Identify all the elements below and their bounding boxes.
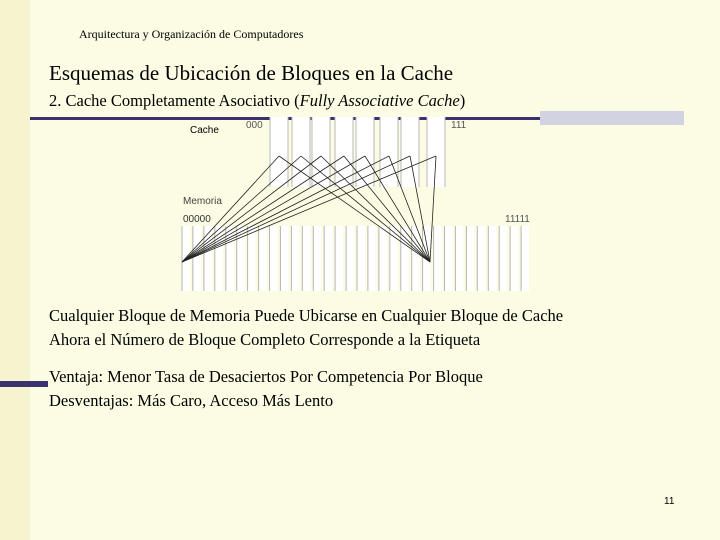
cache-label: Cache <box>190 125 219 136</box>
memory-block <box>204 226 212 291</box>
cache-blocks <box>270 117 445 187</box>
memory-block <box>521 226 529 291</box>
memory-last-index: 11111 <box>505 214 530 225</box>
subtitle-suffix: ) <box>459 91 466 110</box>
cache-block <box>335 117 353 187</box>
memory-block <box>280 226 288 291</box>
memory-block <box>346 226 354 291</box>
memory-first-index: 00000 <box>183 214 211 225</box>
memory-block <box>335 226 343 291</box>
memory-block <box>313 226 321 291</box>
body-line-3: Ventaja: Menor Tasa de Desaciertos Por Competencia Por Bloque <box>49 367 483 386</box>
body-line-4: Desventajas: Más Caro, Acceso Más Lento <box>49 391 334 410</box>
body-line-1: Cualquier Bloque de Memoria Puede Ubicarse en Cualquier Bloque de Cache <box>49 306 564 325</box>
cache-block <box>312 117 330 187</box>
memory-block <box>434 226 442 291</box>
memory-block <box>357 226 365 291</box>
memory-block <box>193 226 201 291</box>
memory-block <box>291 226 299 291</box>
memory-block <box>466 226 474 291</box>
memory-block <box>477 226 485 291</box>
subtitle-italic: Fully Associative Cache <box>299 91 460 110</box>
memory-block <box>259 226 267 291</box>
cache-last-index: 111 <box>451 120 467 131</box>
memory-block <box>401 226 409 291</box>
memory-block <box>455 226 463 291</box>
memory-block <box>379 226 387 291</box>
slide-title: Esquemas de Ubicación de Bloques en la Cache <box>49 61 454 85</box>
memory-block <box>510 226 518 291</box>
cache-block <box>380 117 398 187</box>
memory-block <box>499 226 507 291</box>
memory-label: Memoria <box>183 196 222 207</box>
memory-block <box>248 226 256 291</box>
memory-block <box>445 226 453 291</box>
subtitle-prefix: 2. Cache Completamente Asociativo ( <box>49 91 300 110</box>
memory-block <box>302 226 310 291</box>
cache-block <box>427 117 445 187</box>
memory-block <box>390 226 398 291</box>
body-line-2: Ahora el Número de Bloque Completo Corresponde a la Etiqueta <box>49 330 481 349</box>
cache-first-index: 000 <box>246 120 263 131</box>
cache-block <box>401 117 419 187</box>
memory-block <box>270 226 278 291</box>
memory-block <box>488 226 496 291</box>
memory-block <box>324 226 332 291</box>
cache-block <box>270 117 288 187</box>
memory-block <box>368 226 376 291</box>
page-number: 11 <box>664 496 675 507</box>
memory-block <box>412 226 420 291</box>
course-header: Arquitectura y Organización de Computadores <box>79 27 304 41</box>
